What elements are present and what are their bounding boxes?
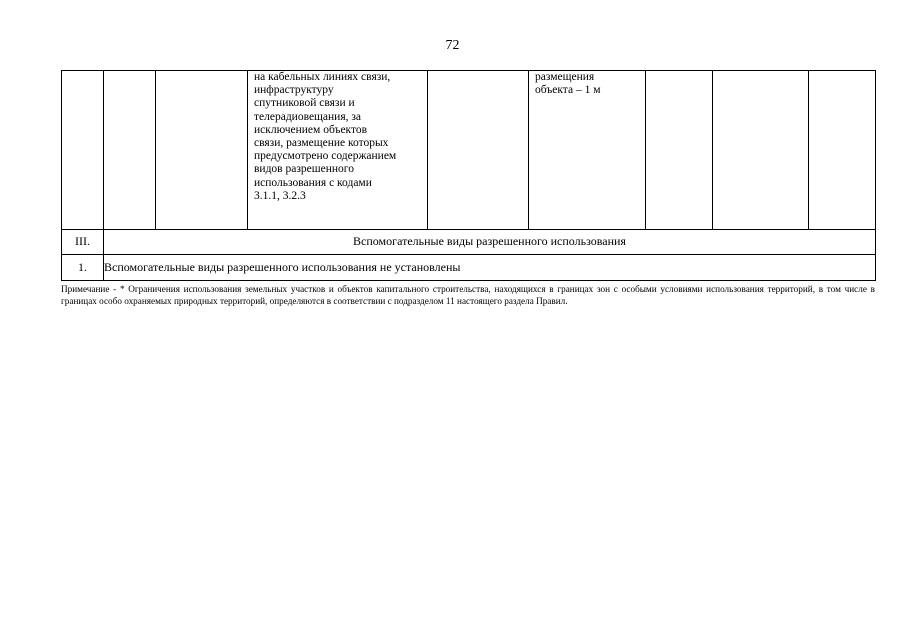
table-row-continuation xyxy=(62,71,876,230)
item-text: Вспомогательные виды разрешенного использования не установлены xyxy=(104,255,876,281)
regulations-table xyxy=(61,70,876,281)
table-cell-setback xyxy=(529,71,646,230)
table-cell xyxy=(713,71,809,230)
table-row-section xyxy=(62,230,876,255)
section-title: Вспомогательные виды разрешенного использования xyxy=(104,230,876,255)
page-number: 72 xyxy=(445,38,460,53)
item-number: 1. xyxy=(62,255,104,281)
use-description-text: на кабельных линиях связи, инфраструктуру спутниковой связи и телерадиовещания, за исключением объектов связи, размещение которых предусмотрено содержанием видов разрешенного использования с кодами 3.1.1, 3.2.3 xyxy=(254,71,397,202)
table-cell xyxy=(809,71,876,230)
table-cell xyxy=(428,71,529,230)
table-cell xyxy=(646,71,713,230)
setback-text: размещения объекта – 1 м xyxy=(535,71,601,97)
section-number: III. xyxy=(62,230,104,255)
footnote: Примечание - * Ограничения использования земельных участков и объектов капитального строительства, находящихся в границах зон с особыми условиями использования территорий, в том числе в границах особо охраняемых природных территорий, определяются в соответствии с подразделом 11 настоящего раздела Правил. xyxy=(61,284,875,306)
table-cell xyxy=(104,71,156,230)
table-cell xyxy=(156,71,248,230)
table-row-item xyxy=(62,255,876,281)
table-cell xyxy=(62,71,104,230)
table-cell-use-description xyxy=(248,71,428,230)
